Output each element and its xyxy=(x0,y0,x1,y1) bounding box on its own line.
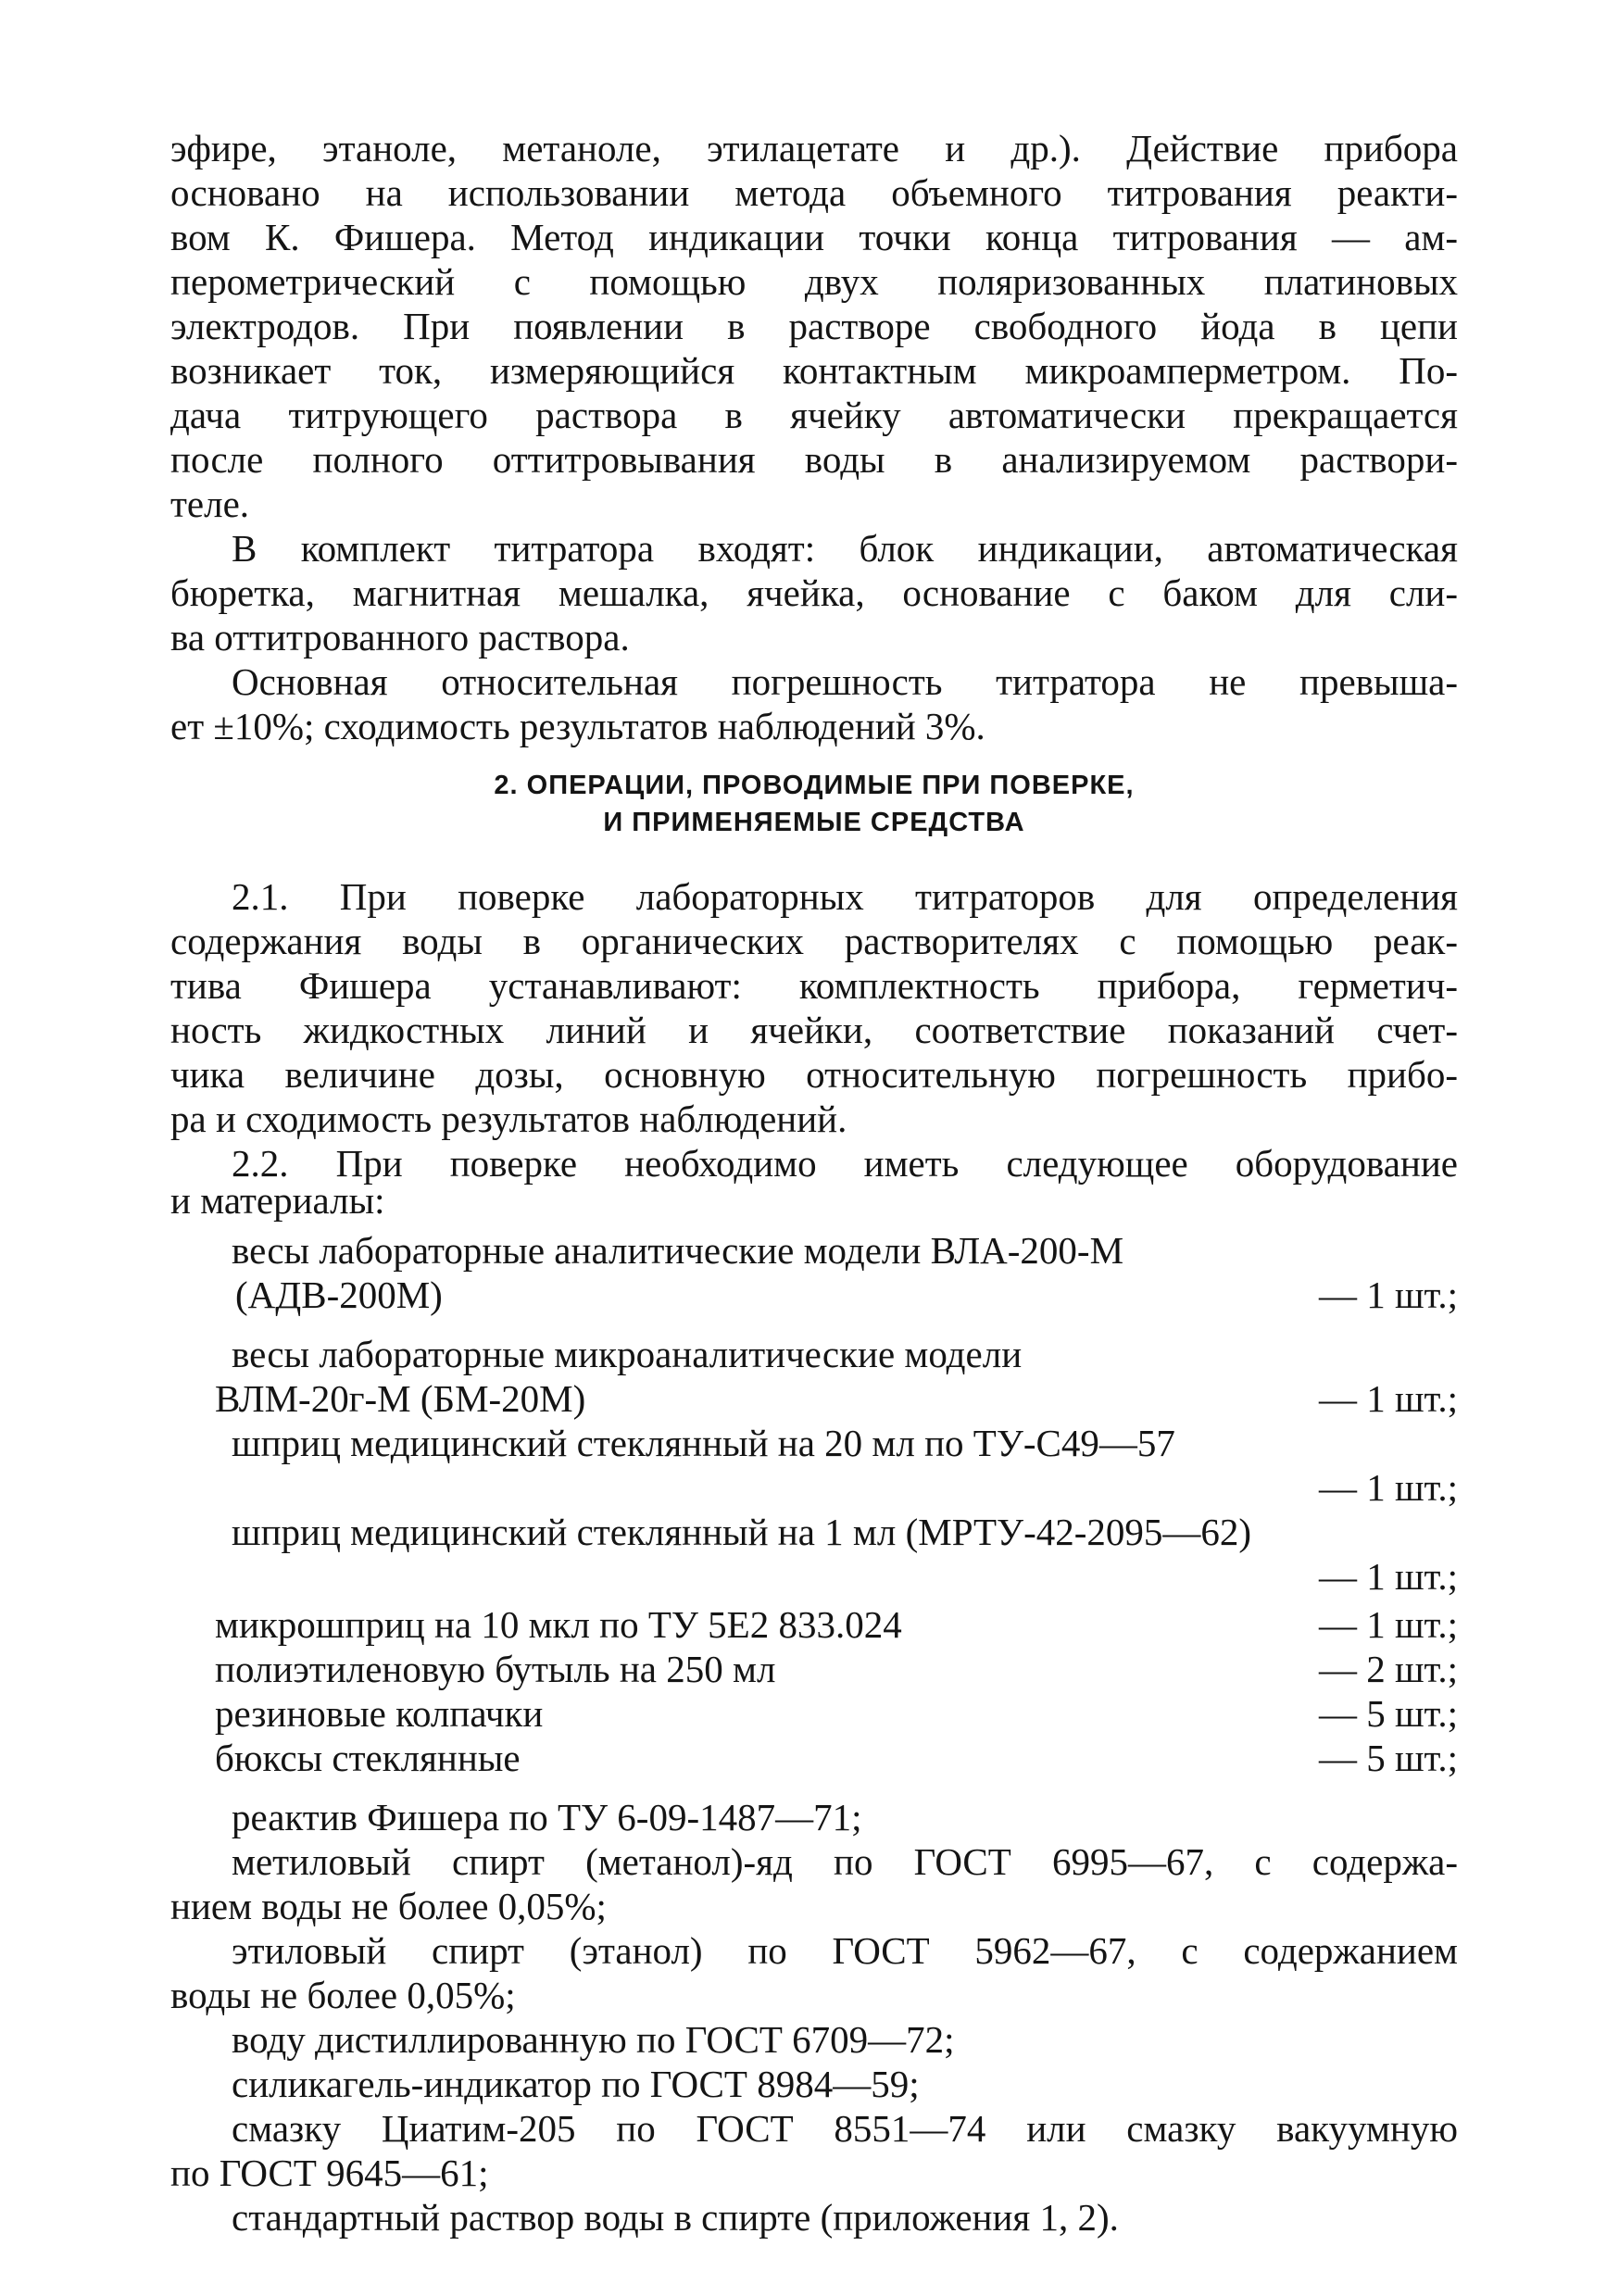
equipment-quantity: — 5 шт.; xyxy=(1318,1692,1458,1735)
material-line: смазку Циатим-205 по ГОСТ 8551—74 или смазку вакуумную xyxy=(232,2107,1458,2150)
kit-line: бюретка, магнитная мешалка, ячейка, основание с баком для сли- xyxy=(170,571,1458,614)
intro-line: дача титрующего раствора в ячейку автоматически прекращается xyxy=(170,394,1458,436)
error-line: ет ±10%; сходимость результатов наблюдений 3%. xyxy=(170,705,985,747)
kit-line: В комплект титратора входят: блок индикации, автоматическая xyxy=(232,527,1458,570)
material-line: воду дистиллированную по ГОСТ 6709—72; xyxy=(232,2018,955,2061)
p22-line: и материалы: xyxy=(170,1179,385,1222)
p21-line: ра и сходимость результатов наблюдений. xyxy=(170,1098,847,1140)
intro-line: перометрический с помощью двух поляризованных платиновых xyxy=(170,260,1458,303)
p22-line: 2.2. При поверке необходимо иметь следующее оборудование xyxy=(232,1142,1458,1185)
kit-line: ва оттитрованного раствора. xyxy=(170,616,630,659)
equipment-item-text: бюксы стеклянные xyxy=(215,1737,521,1779)
material-line: стандартный раствор воды в спирте (приложения 1, 2). xyxy=(232,2196,1119,2239)
section-heading-line-1: 2. ОПЕРАЦИИ, ПРОВОДИМЫЕ ПРИ ПОВЕРКЕ, xyxy=(494,771,1135,800)
equipment-item: шприц медицинский стеклянный на 20 мл по ТУ-С49—57 xyxy=(232,1422,1175,1464)
intro-line: после полного оттитровывания воды в анализируемом раствори- xyxy=(170,438,1458,481)
equipment-quantity: — 1 шт.; xyxy=(1318,1466,1458,1509)
equipment-quantity: — 1 шт.; xyxy=(1318,1377,1458,1420)
material-line: этиловый спирт (этанол) по ГОСТ 5962—67, с содержанием xyxy=(232,1929,1458,1972)
p21-line: содержания воды в органических растворителях с помощью реак- xyxy=(170,920,1458,962)
equipment-item xyxy=(215,1736,1458,1780)
p21-line: 2.1. При поверке лабораторных титраторов для определения xyxy=(232,875,1458,918)
intro-line: возникает ток, измеряющийся контактным микроамперметром. По- xyxy=(170,349,1458,392)
material-line: воды не более 0,05%; xyxy=(170,1974,516,2016)
equipment-item: весы лабораторные аналитические модели ВЛА-200-М xyxy=(232,1229,1124,1272)
material-line: реактив Фишера по ТУ 6-09-1487—71; xyxy=(232,1796,862,1838)
material-line: нием воды не более 0,05%; xyxy=(170,1885,607,1927)
equipment-quantity: — 5 шт.; xyxy=(1318,1737,1458,1779)
equipment-item xyxy=(215,1602,1458,1647)
equipment-quantity: — 1 шт.; xyxy=(1318,1555,1458,1598)
equipment-item xyxy=(215,1647,1458,1691)
p21-line: тива Фишера устанавливают: комплектность прибора, герметич- xyxy=(170,964,1458,1007)
material-line: по ГОСТ 9645—61; xyxy=(170,2152,489,2194)
equipment-item-text: микрошприц на 10 мкл по ТУ 5Е2 833.024 xyxy=(215,1603,902,1646)
section-heading-line-2: И ПРИМЕНЯЕМЫЕ СРЕДСТВА xyxy=(603,808,1025,837)
p21-line: ность жидкостных линий и ячейки, соответствие показаний счет- xyxy=(170,1009,1458,1051)
equipment-item-cont: (АДВ-200М) xyxy=(235,1273,443,1316)
equipment-quantity: — 1 шт.; xyxy=(1318,1273,1458,1316)
intro-line: эфире, этаноле, метаноле, этилацетате и др.). Действие прибора xyxy=(170,127,1458,169)
equipment-quantity: — 1 шт.; xyxy=(1318,1603,1458,1646)
equipment-quantity: — 2 шт.; xyxy=(1318,1648,1458,1690)
intro-line: вом К. Фишера. Метод индикации точки конца титрования — ам- xyxy=(170,216,1458,258)
material-line: силикагель-индикатор по ГОСТ 8984—59; xyxy=(232,2063,920,2105)
equipment-item-text: полиэтиленовую бутыль на 250 мл xyxy=(215,1648,776,1690)
intro-line: теле. xyxy=(170,483,250,525)
error-line: Основная относительная погрешность титратора не превыша- xyxy=(232,660,1458,703)
equipment-item xyxy=(215,1691,1458,1736)
material-line: метиловый спирт (метанол)-яд по ГОСТ 6995—67, с содержа- xyxy=(232,1840,1458,1883)
equipment-item: весы лабораторные микроаналитические модели xyxy=(232,1333,1023,1375)
intro-line: электродов. При появлении в растворе свободного йода в цепи xyxy=(170,305,1458,347)
equipment-item-text: резиновые колпачки xyxy=(215,1692,544,1735)
equipment-item xyxy=(215,1376,1458,1421)
p21-line: чика величине дозы, основную относительную погрешность прибо- xyxy=(170,1053,1458,1096)
equipment-item: шприц медицинский стеклянный на 1 мл (МРТУ-42-2095—62) xyxy=(232,1511,1252,1553)
intro-line: основано на использовании метода объемного титрования реакти- xyxy=(170,171,1458,214)
equipment-item xyxy=(232,1273,1458,1317)
equipment-item-cont: ВЛМ-20г-М (БМ-20М) xyxy=(215,1377,586,1420)
